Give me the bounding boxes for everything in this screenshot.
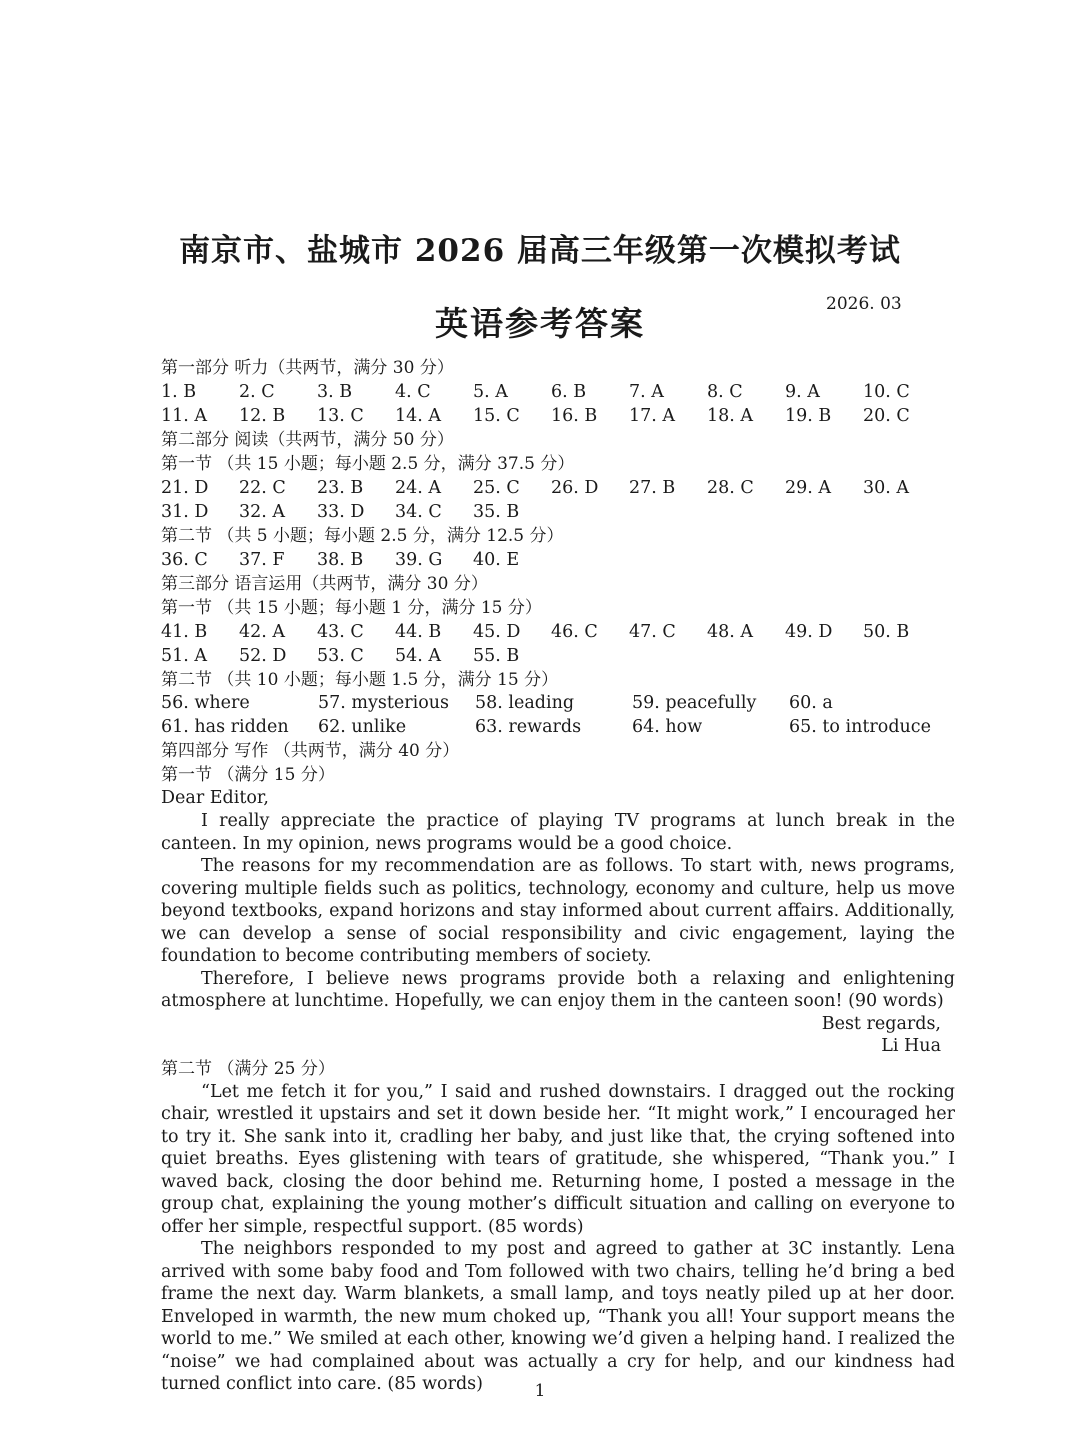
letter-signature: Li Hua — [881, 1035, 941, 1056]
answer-item: 51. A — [161, 646, 208, 666]
answer-item: 62. unlike — [318, 716, 407, 737]
answer-item: 47. C — [629, 622, 676, 642]
date-label: 2026. 03 — [826, 294, 902, 314]
letter-salutation: Dear Editor, — [161, 788, 269, 808]
answer-item: 16. B — [551, 406, 598, 426]
part2-section2-heading: 第二节 （共 5 小题；每小题 2.5 分，满分 12.5 分） — [161, 526, 564, 546]
part3-s2-row-1 — [161, 692, 955, 716]
answer-item: 44. B — [395, 622, 442, 642]
answer-item: 63. rewards — [475, 716, 582, 737]
answer-item: 4. C — [395, 382, 431, 402]
story-paragraph: The neighbors responded to my post and agreed to gather at 3C instantly. Lena arrived with some baby food and Tom followed with two chairs, telling he’d bring a bed frame the next day. Warm blankets, a small lamp, and toys neatly piled up at her door. Enveloped in warmth, the new mum choked up, “Thank you all! Your support means the world to me.” We smiled at each other, knowing we’d given a helping hand. I realized the “noise” we had complained about was actually a cry for help, and our kindness had turned conflict into care. (85 words) — [161, 1239, 955, 1394]
part3-heading: 第三部分 语言运用（共两节，满分 30 分） — [161, 574, 488, 594]
answer-item: 8. C — [707, 382, 743, 402]
part4-section1-heading: 第一节 （满分 15 分） — [161, 765, 335, 785]
answer-item: 27. B — [629, 478, 676, 498]
answer-item: 28. C — [707, 478, 754, 498]
part1-row-2 — [161, 404, 955, 428]
answer-item: 29. A — [785, 478, 832, 498]
answer-item: 12. B — [239, 406, 286, 426]
answer-item: 40. E — [473, 550, 520, 570]
page-title: 南京市、盐城市 2026 届高三年级第一次模拟考试 — [179, 233, 901, 269]
answer-item: 6. B — [551, 382, 587, 402]
part4-heading: 第四部分 写作 （共两节，满分 40 分） — [161, 741, 460, 761]
answer-item: 56. where — [161, 693, 250, 713]
part2-section1-heading: 第一节 （共 15 小题；每小题 2.5 分，满分 37.5 分） — [161, 454, 575, 474]
answer-item: 52. D — [239, 646, 287, 666]
answer-item: 18. A — [707, 406, 754, 426]
part3-s1-row-2 — [161, 644, 955, 668]
answer-item: 65. to introduce — [789, 716, 931, 737]
answer-item: 60. a — [789, 693, 833, 713]
answer-item: 55. B — [473, 646, 520, 666]
answer-item: 34. C — [395, 502, 442, 522]
part2-s1-row-1 — [161, 476, 955, 500]
answer-item: 38. B — [317, 550, 364, 570]
answer-item: 61. has ridden — [161, 716, 289, 737]
answer-item: 30. A — [863, 478, 910, 498]
answer-item: 23. B — [317, 478, 364, 498]
answer-item: 39. G — [395, 550, 443, 570]
answer-item: 11. A — [161, 406, 208, 426]
story-paragraph: “Let me fetch it for you,” I said and rushed downstairs. I dragged out the rocking chair, wrestled it upstairs and set it down beside her. “It might work,” I encouraged her to try it. She sank into it, cradling her baby, and just like that, the crying softened into quiet breaths. Eyes glistening with tears of gratitude, she whispered, “Thank you.” I waved back, closing the door behind me. Returning home, I posted a message in the group chat, explaining the young mother’s difficult situation and calling on everyone to offer her simple, respectful support. (85 words) — [161, 1081, 955, 1237]
part4-section2-heading: 第二节 （满分 25 分） — [161, 1058, 335, 1079]
answer-item: 31. D — [161, 502, 209, 522]
answer-item: 50. B — [863, 622, 910, 642]
part3-section2-heading: 第二节 （共 10 小题；每小题 1.5 分，满分 15 分） — [161, 670, 559, 690]
answer-item: 43. C — [317, 622, 364, 642]
part1-heading: 第一部分 听力（共两节，满分 30 分） — [161, 358, 454, 378]
part1-row-1 — [161, 380, 955, 404]
part2-heading: 第二部分 阅读（共两节，满分 50 分） — [161, 430, 454, 450]
answer-item: 26. D — [551, 478, 599, 498]
part2-s2-row-1 — [161, 548, 955, 572]
answer-item: 58. leading — [475, 693, 575, 713]
answer-item: 57. mysterious — [318, 693, 449, 713]
answer-item: 22. C — [239, 478, 286, 498]
answer-item: 1. B — [161, 382, 197, 402]
letter-paragraph: The reasons for my recommendation are as follows. To start with, news programs, covering multiple fields such as politics, technology, economy and culture, help us move beyond textbooks, expand horizons and stay informed about current affairs. Additionally, we can develop a sense of social responsibility and civic engagement, laying the foundation to become contributing members of society. — [161, 856, 955, 966]
answer-item: 64. how — [632, 716, 703, 737]
answer-item: 24. A — [395, 478, 442, 498]
answer-item: 54. A — [395, 646, 442, 666]
answer-item: 59. peacefully — [632, 693, 757, 713]
answer-item: 9. A — [785, 382, 820, 402]
answer-item: 3. B — [317, 382, 353, 402]
answer-item: 5. A — [473, 382, 508, 402]
answer-item: 35. B — [473, 502, 520, 522]
answer-item: 20. C — [863, 406, 910, 426]
answer-item: 19. B — [785, 406, 832, 426]
answer-item: 21. D — [161, 478, 209, 498]
answer-item: 46. C — [551, 622, 598, 642]
answer-item: 2. C — [239, 382, 275, 402]
answer-content — [161, 356, 955, 1396]
answer-item: 33. D — [317, 502, 365, 522]
letter-paragraph: I really appreciate the practice of playing TV programs at lunch break in the canteen. In my opinion, news programs would be a good choice. — [161, 811, 955, 854]
answer-item: 10. C — [863, 382, 910, 402]
answer-item: 41. B — [161, 622, 208, 642]
answer-item: 49. D — [785, 622, 833, 642]
part3-s1-row-1 — [161, 620, 955, 644]
letter-closing: Best regards, — [821, 1013, 941, 1034]
part3-s2-row-2 — [161, 716, 955, 740]
page-number: 1 — [534, 1381, 546, 1401]
part2-s1-row-2 — [161, 500, 955, 524]
answer-item: 32. A — [239, 502, 286, 522]
part3-section1-heading: 第一节 （共 15 小题；每小题 1 分，满分 15 分） — [161, 598, 542, 618]
answer-item: 7. A — [629, 382, 664, 402]
answer-item: 37. F — [239, 550, 285, 570]
answer-item: 14. A — [395, 406, 442, 426]
letter-paragraph: Therefore, I believe news programs provide both a relaxing and enlightening atmosphere at lunchtime. Hopefully, we can enjoy them in the canteen soon! (90 words) — [161, 968, 955, 1011]
answer-item: 42. A — [239, 622, 286, 642]
page-subtitle: 英语参考答案 — [435, 304, 645, 343]
answer-item: 45. D — [473, 622, 521, 642]
answer-item: 53. C — [317, 646, 364, 666]
answer-item: 48. A — [707, 622, 754, 642]
answer-item: 36. C — [161, 550, 208, 570]
answer-item: 13. C — [317, 406, 364, 426]
answer-item: 15. C — [473, 406, 520, 426]
answer-item: 25. C — [473, 478, 520, 498]
answer-item: 17. A — [629, 406, 676, 426]
